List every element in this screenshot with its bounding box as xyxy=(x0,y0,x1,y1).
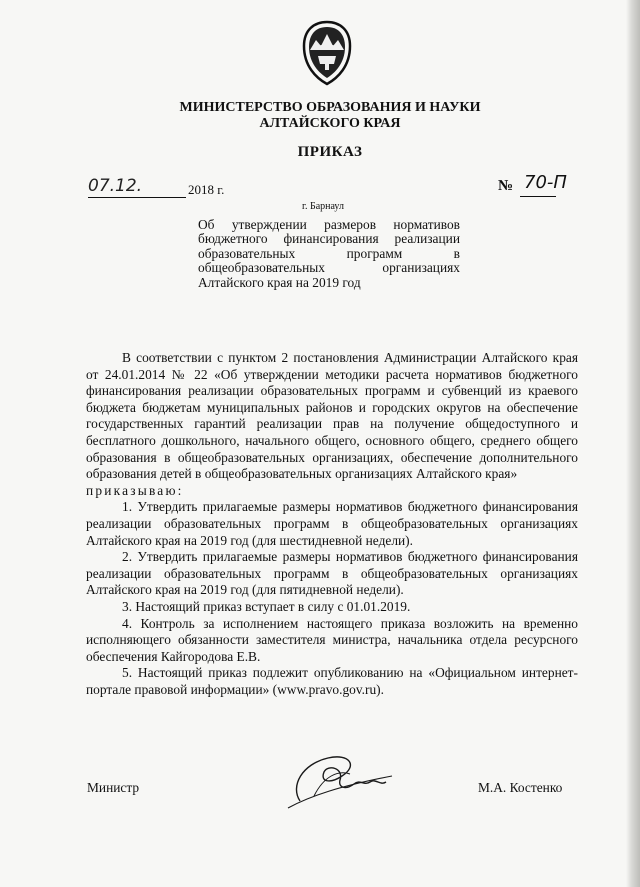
document-body xyxy=(86,350,578,698)
order-item-2: 2. Утвердить прилагаемые размеры нормативов бюджетного финансирования реализации образовательных программ в общеобразовательных организациях Алтайского края на 2019 год (для пятидневной недели). xyxy=(86,549,578,598)
handwritten-number: 70-П xyxy=(524,172,567,193)
order-item-3: 3. Настоящий приказ вступает в силу с 01.01.2019. xyxy=(122,598,411,614)
ministry-name xyxy=(150,100,510,132)
document-type-title: ПРИКАЗ xyxy=(297,144,363,160)
document-subject: Об утверждении размеров нормативов бюджетного финансирования реализации образовательных программ в общеобразовательных организациях Алтайского края на 2019 год xyxy=(198,217,460,290)
order-item-1: 1. Утвердить прилагаемые размеры нормативов бюджетного финансирования реализации образовательных программ в общеобразовательных организациях Алтайского края на 2019 год (для шестидневной недели). xyxy=(86,499,578,548)
signature-icon xyxy=(280,746,400,816)
scan-edge-shadow xyxy=(626,0,640,887)
order-item-5: 5. Настоящий приказ подлежит опубликованию на «Официальном интернет-портале правовой информации» (www.pravo.gov.ru). xyxy=(86,665,578,697)
signatory-position: Министр xyxy=(87,780,140,795)
year-text: 2018 г. xyxy=(188,182,225,197)
city-label: г. Барнаул xyxy=(302,201,344,212)
order-item-4: 4. Контроль за исполнением настоящего приказа возложить на временно исполняющего обязанности заместителя министра, начальника отдела ресурсного обеспечения Кайгородова Е.В. xyxy=(86,615,578,664)
order-word: приказываю: xyxy=(86,482,184,498)
coat-of-arms-icon xyxy=(296,18,358,88)
date-underline xyxy=(88,197,186,198)
ministry-line-1: МИНИСТЕРСТВО ОБРАЗОВАНИЯ И НАУКИ xyxy=(179,100,481,115)
number-sign: № xyxy=(498,178,514,194)
ministry-line-2: АЛТАЙСКОГО КРАЯ xyxy=(259,116,401,131)
handwritten-date: 07.12. xyxy=(88,176,143,196)
signatory-name: М.А. Костенко xyxy=(478,780,563,795)
preamble-paragraph: В соответствии с пунктом 2 постановления Администрации Алтайского края от 24.01.2014 № 22 «Об утверждении методики расчета нормативов бюджетного финансирования реализации образовательных программ и субвенций из краевого бюджета бюджетам муниципальных районов и городских округов на обеспечение государственных гарантий реализации прав на получение общедоступного и бесплатного дошкольного, начального общего, основного общего, среднего общего образования в общеобразовательных организациях, обеспечение дополнительного образования детей в общеобразовательных организациях Алтайского края» xyxy=(86,350,578,482)
number-underline xyxy=(520,196,556,197)
